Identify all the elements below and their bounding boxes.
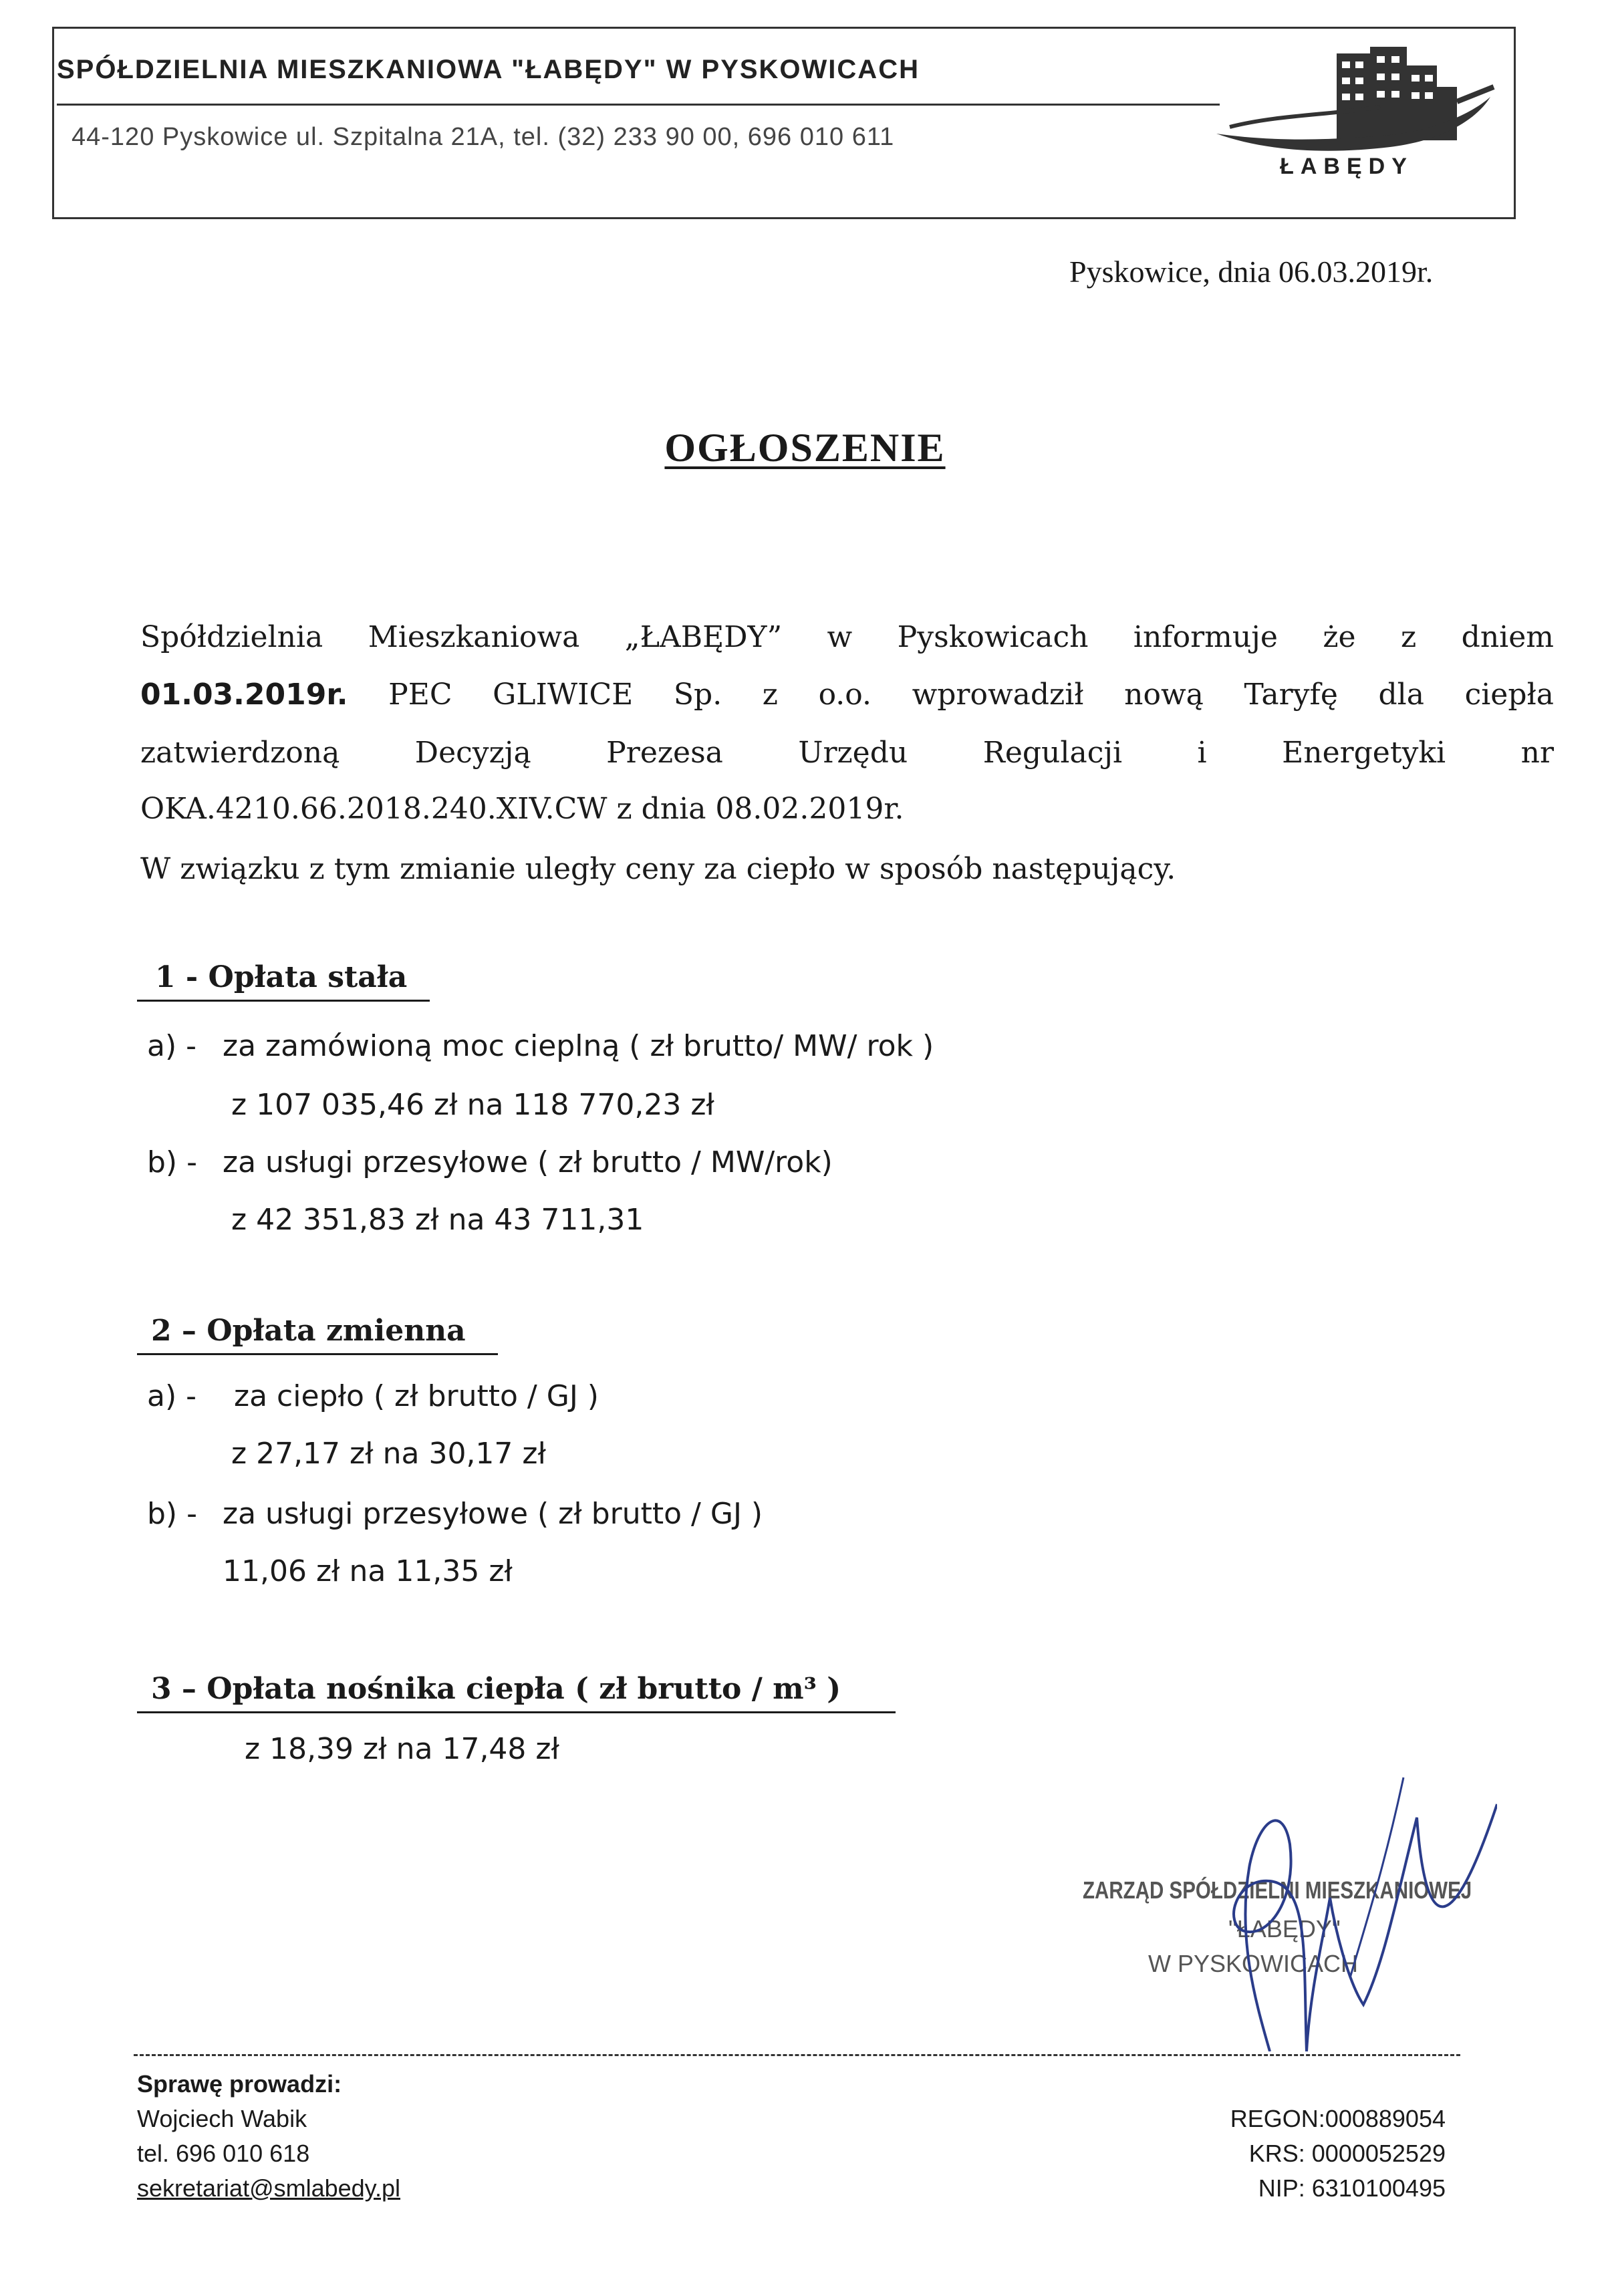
section-2-item-b-change: 11,06 zł na 11,35 zł [223, 1554, 513, 1588]
section-1-heading: 1 - Opłata stała [155, 960, 408, 994]
section-1-underline [137, 1000, 430, 1002]
section-2-item-a-label: za ciepło ( zł brutto / GJ ) [234, 1379, 599, 1413]
section-1-item-a-marker: a) - [147, 1029, 196, 1063]
section-2-item-a-marker: a) - [147, 1379, 196, 1413]
case-handler-phone: tel. 696 010 618 [137, 2140, 310, 2167]
logo-wordmark: ŁABĘDY [1280, 154, 1414, 179]
stamp-line-2: "ŁABĘDY" [1228, 1915, 1341, 1943]
section-2-item-a-change: z 27,17 zł na 30,17 zł [231, 1437, 547, 1471]
section-3-change: z 18,39 zł na 17,48 zł [245, 1732, 560, 1766]
case-handler-name: Wojciech Wabik [137, 2105, 307, 2132]
body-line-4: OKA.4210.66.2018.240.XIV.CW z dnia 08.02.2019r. [140, 792, 904, 826]
title-text: OGŁOSZENIE [664, 426, 946, 470]
section-1-item-a-change: z 107 035,46 zł na 118 770,23 zł [231, 1088, 714, 1122]
handwritten-signature [1069, 1764, 1497, 2051]
organization-name: SPÓŁDZIELNIA MIESZKANIOWA "ŁABĘDY" W PYSKOWICACH [57, 55, 920, 84]
case-handler-label: Sprawę prowadzi: [137, 2070, 342, 2098]
case-handler-email-link[interactable]: sekretariat@smlabedy.pl [137, 2174, 401, 2202]
body-line-3: zatwierdzoną Decyzją Prezesa Urzędu Regulacji i Energetyki nr [140, 736, 1554, 770]
stamp-line-1: ZARZĄD SPÓŁDZIELNI MIESZKANIOWEJ [1083, 1876, 1472, 1904]
section-1-item-b-label: za usługi przesyłowe ( zł brutto / MW/rok) [223, 1145, 833, 1179]
section-3-underline [137, 1711, 896, 1713]
document-title [0, 425, 1610, 471]
section-2-heading: 2 – Opłata zmienna [151, 1314, 466, 1348]
body-line-1: Spółdzielnia Mieszkaniowa „ŁABĘDY” w Pyskowicach informuje że z dniem [140, 620, 1554, 654]
stamp-line-3: W PYSKOWICACH [1148, 1950, 1359, 1977]
krs-number: KRS: 0000052529 [1248, 2140, 1446, 2167]
body-line-5: W związku z tym zmianie uległy ceny za ciepło w sposób następujący. [140, 852, 1176, 886]
letterhead-divider [57, 104, 1220, 106]
section-2-underline [137, 1353, 498, 1355]
section-1-item-b-change: z 42 351,83 zł na 43 711,31 [231, 1203, 644, 1237]
body-line-2-rest: PEC GLIWICE Sp. z o.o. wprowadził nową Taryfę dla ciepła [388, 678, 1554, 712]
labedy-logo [1190, 40, 1504, 184]
body-line-2 [140, 678, 1554, 712]
section-2-item-b-marker: b) - [147, 1497, 197, 1531]
dateline: Pyskowice, dnia 06.03.2019r. [1069, 255, 1434, 289]
section-1-item-b-marker: b) - [147, 1145, 197, 1179]
footer-divider [134, 2054, 1460, 2056]
regon-number: REGON:000889054 [1230, 2105, 1446, 2132]
nip-number: NIP: 6310100495 [1258, 2174, 1446, 2202]
section-1-item-a-label: za zamówioną moc cieplną ( zł brutto/ MW/ rok ) [223, 1029, 934, 1063]
organization-address: 44-120 Pyskowice ul. Szpitalna 21A, tel. (32) 233 90 00, 696 010 611 [72, 123, 895, 151]
section-3-heading: 3 – Opłata nośnika ciepła ( zł brutto / m³ ) [151, 1672, 841, 1706]
section-2-item-b-label: za usługi przesyłowe ( zł brutto / GJ ) [223, 1497, 763, 1531]
effective-date: 01.03.2019r. [140, 678, 348, 712]
